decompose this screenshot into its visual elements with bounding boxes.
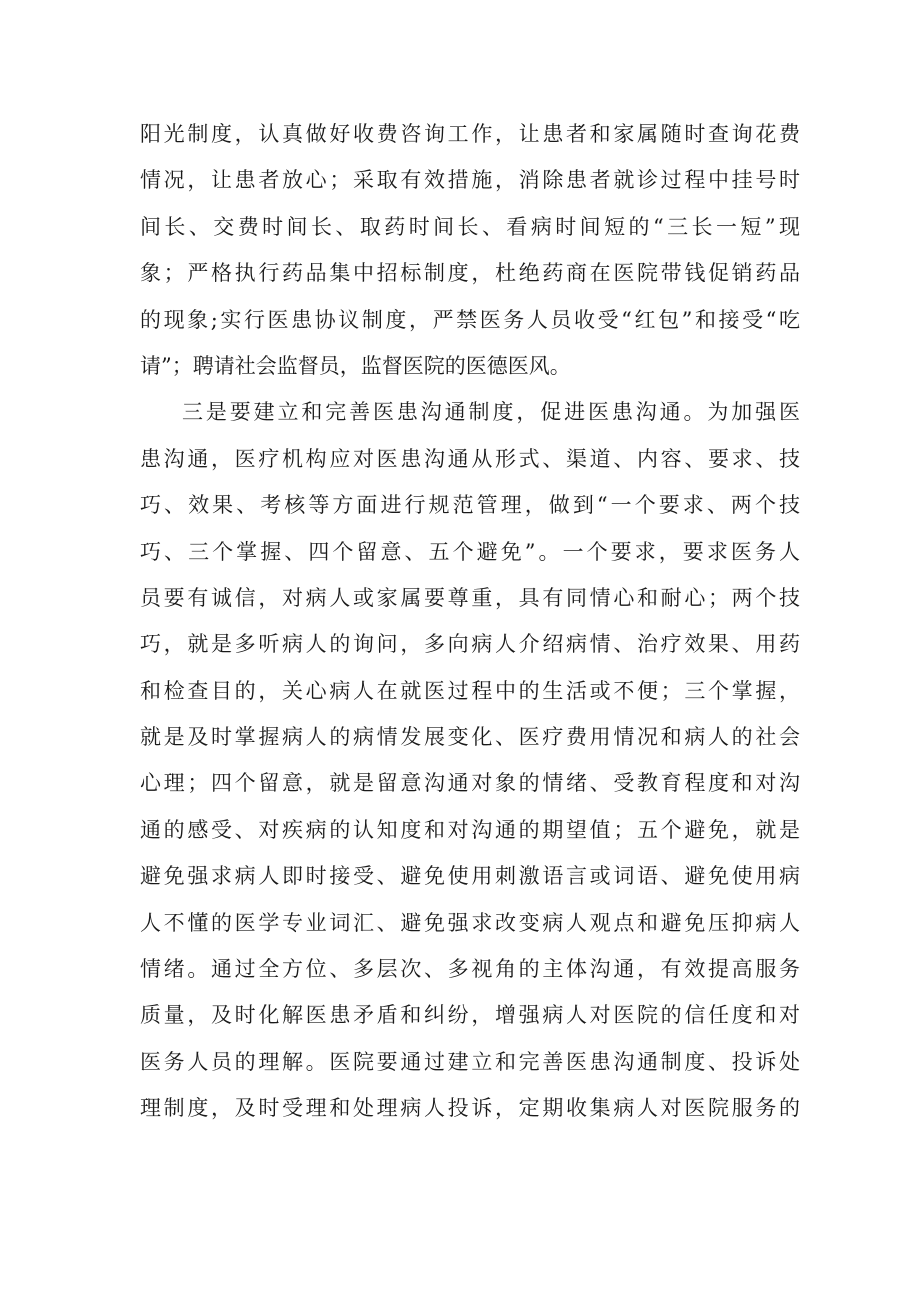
text-line-20: 质量，及时化解医患矛盾和纠纷，增强病人对医院的信任度和对 — [140, 1003, 800, 1028]
text-line-9: 巧、效果、考核等方面进行规范管理，做到“一个要求、两个技 — [140, 493, 800, 518]
text-line-18: 人不懂的医学专业词汇、避免强求改变病人观点和避免压抑病人 — [140, 910, 800, 935]
text-line-13: 和检查目的，关心病人在就医过程中的生活或不便；三个掌握， — [140, 678, 800, 703]
text-line-11: 员要有诚信，对病人或家属要尊重，具有同情心和耐心；两个技 — [140, 585, 800, 610]
text-line-5: 的现象;实行医患协议制度，严禁医务人员收受“红包”和接受“吃 — [140, 307, 800, 332]
text-line-3: 间长、交费时间长、取药时间长、看病时间短的“三长一短”现 — [140, 214, 800, 239]
text-line-8: 患沟通，医疗机构应对医患沟通从形式、渠道、内容、要求、技 — [140, 446, 800, 471]
text-line-21: 医务人员的理解。医院要通过建立和完善医患沟通制度、投诉处 — [140, 1049, 800, 1074]
text-line-12: 巧，就是多听病人的询问，多向病人介绍病情、治疗效果、用药 — [140, 632, 800, 657]
text-line-2: 情况，让患者放心；采取有效措施，消除患者就诊过程中挂号时 — [140, 168, 800, 193]
body-text — [140, 111, 800, 1132]
text-line-15: 心理；四个留意，就是留意沟通对象的情绪、受教育程度和对沟 — [140, 771, 800, 796]
text-line-14: 就是及时掌握病人的病情发展变化、医疗费用情况和病人的社会 — [140, 725, 800, 750]
text-line-22: 理制度，及时受理和处理病人投诉，定期收集病人对医院服务的 — [140, 1096, 800, 1121]
text-line-17: 避免强求病人即时接受、避免使用刺激语言或词语、避免使用病 — [140, 864, 800, 889]
text-line-1: 阳光制度，认真做好收费咨询工作，让患者和家属随时查询花费 — [140, 122, 800, 146]
text-line-7-paragraph-start: 三是要建立和完善医患沟通制度，促进医患沟通。为加强医 — [182, 400, 800, 425]
text-line-4: 象；严格执行药品集中招标制度，杜绝药商在医院带钱促销药品 — [140, 261, 800, 286]
text-line-19: 情绪。通过全方位、多层次、多视角的主体沟通，有效提高服务 — [140, 957, 800, 982]
text-line-10: 巧、三个掌握、四个留意、五个避免”。一个要求，要求医务人 — [140, 539, 800, 564]
text-line-6: 请”；聘请社会监督员，监督医院的医德医风。 — [140, 353, 571, 378]
text-line-16: 通的感受、对疾病的认知度和对沟通的期望值；五个避免，就是 — [140, 817, 800, 842]
